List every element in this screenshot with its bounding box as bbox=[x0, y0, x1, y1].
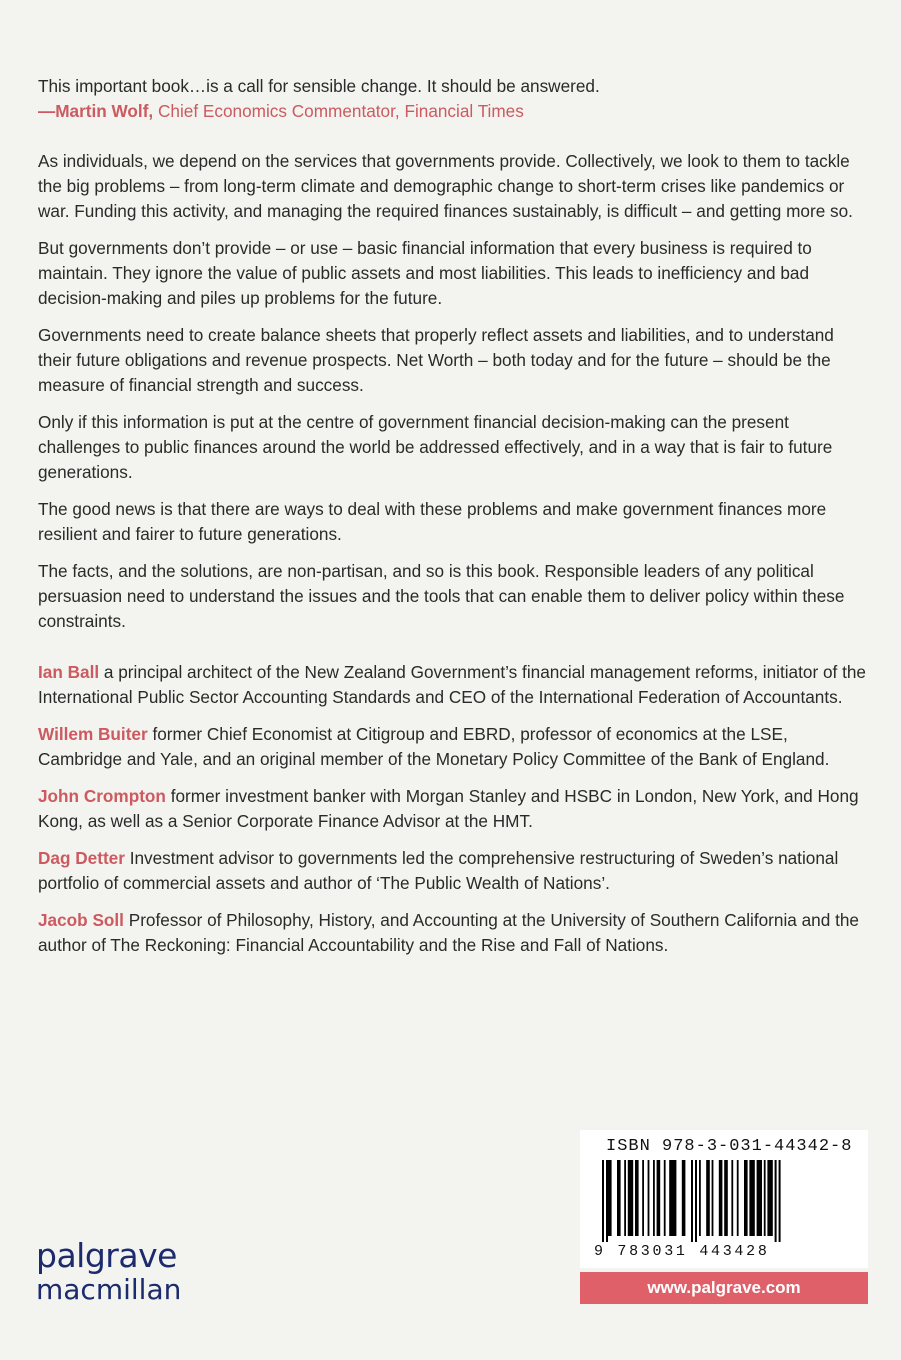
author-bio bbox=[38, 908, 870, 958]
quote-text: This important book…is a call for sensible change. It should be answered. bbox=[38, 76, 600, 96]
blurb-paragraph: The facts, and the solutions, are non-partisan, and so is this book. Responsible leaders of any political persuasion need to understand the issues and the tools that can enable them to deliver policy within these constraints. bbox=[38, 561, 845, 631]
author-bios bbox=[38, 660, 870, 958]
barcode-icon bbox=[598, 1160, 850, 1246]
barcode-digits: 9 783031 443428 bbox=[594, 1243, 770, 1260]
quote-author: —Martin Wolf, bbox=[38, 101, 154, 121]
author-bio bbox=[38, 722, 870, 772]
isbn-barcode bbox=[580, 1130, 868, 1268]
blurb-paragraph: But governments don’t provide – or use – basic financial information that every business is required to maintain. They ignore the value of public assets and most liabilities. This leads to inefficiency and bad decision-making and piles up problems for the future. bbox=[38, 238, 812, 308]
blurb-paragraph: Governments need to create balance sheets that properly reflect assets and liabilities, and to understand their future obligations and revenue prospects. Net Worth – both today and for the future – should be the measure of financial strength and success. bbox=[38, 325, 834, 395]
author-name: Willem Buiter bbox=[38, 724, 148, 744]
author-bio bbox=[38, 660, 870, 710]
publisher-website[interactable]: www.palgrave.com bbox=[580, 1272, 868, 1304]
author-bio bbox=[38, 846, 870, 896]
blurb-paragraph: As individuals, we depend on the services that governments provide. Collectively, we look to them to tackle the big problems – from long-term climate and demographic change to short-term crises like pandemics or war. Funding this activity, and managing the required finances sustainably, is difficult – and getting more so. bbox=[38, 151, 853, 221]
publisher-logo-line1: palgrave bbox=[36, 1236, 177, 1275]
endorsement-quote bbox=[38, 74, 870, 124]
author-bio-text: a principal architect of the New Zealand Government’s financial management reforms, initiator of the International Public Sector Accounting Standards and CEO of the International Federation of Accountants. bbox=[38, 662, 866, 707]
author-bio-text: former Chief Economist at Citigroup and EBRD, professor of economics at the LSE, Cambridge and Yale, and an original member of the Monetary Policy Committee of the Bank of England. bbox=[38, 724, 830, 769]
back-cover-text bbox=[38, 74, 870, 970]
author-name: Dag Detter bbox=[38, 848, 125, 868]
publisher-logo-line2: macmillan bbox=[36, 1273, 182, 1306]
blurb-paragraph: The good news is that there are ways to deal with these problems and make government finances more resilient and fairer to future generations. bbox=[38, 499, 827, 544]
author-bio bbox=[38, 784, 870, 834]
blurb-paragraph: Only if this information is put at the centre of government financial decision-making can the present challenges to public finances around the world be addressed effectively, and in a way that is fair to future generations. bbox=[38, 412, 833, 482]
author-name: Ian Ball bbox=[38, 662, 100, 682]
author-name: Jacob Soll bbox=[38, 910, 124, 930]
author-bio-text: Professor of Philosophy, History, and Accounting at the University of Southern California and the author of The Reckoning: Financial Accountability and the Rise and Fall of Nations. bbox=[38, 910, 859, 955]
publisher-logo bbox=[36, 1238, 181, 1306]
author-bio-text: former investment banker with Morgan Stanley and HSBC in London, New York, and Hong Kong, as well as a Senior Corporate Finance Advisor at the HMT. bbox=[38, 786, 859, 831]
isbn-label: ISBN 978-3-031-44342-8 bbox=[606, 1137, 853, 1156]
quote-attribution bbox=[38, 99, 870, 124]
quote-author-role: Chief Economics Commentator, Financial Times bbox=[153, 101, 524, 121]
author-name: John Crompton bbox=[38, 786, 166, 806]
author-bio-text: Investment advisor to governments led the comprehensive restructuring of Sweden’s national portfolio of commercial assets and author of ‘The Public Wealth of Nations’. bbox=[38, 848, 839, 893]
